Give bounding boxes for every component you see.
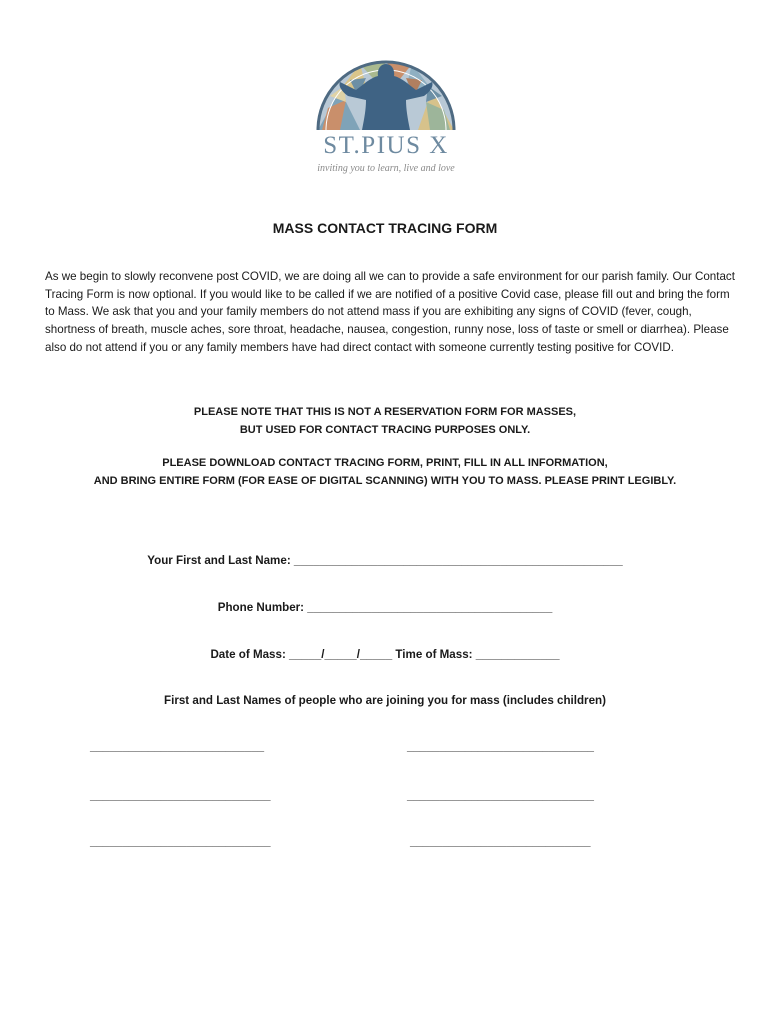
parish-logo	[300, 50, 472, 182]
companions-label: First and Last Names of people who are joining you for mass (includes children)	[164, 694, 606, 707]
parish-tagline: inviting you to learn, live and love	[317, 163, 455, 174]
intro-paragraph: As we begin to slowly reconvene post COVID, we are doing all we can to provide a safe environment for our parish family. Our Contact Tracing Form is now optional. If you would like to be called if we are notified of a positive Covid case, please fill out and bring the form to Mass. We ask that you and your family members do not attend mass if you are exhibiting any signs of COVID (fever, cough, shortness of breath, muscle aches, sore throat, headache, nausea, congestion, runny nose, loss of taste or smell or diarrhea). Please also do not attend if you or any family members have had direct contact with someone currently testing positive for COVID.	[45, 270, 735, 354]
companion-blank-2: _____________________________	[407, 740, 594, 753]
companion-blank-5: ____________________________	[90, 835, 271, 848]
phone-field: Phone Number: ______________________________________	[217, 601, 553, 614]
companion-blank-1: ___________________________	[90, 740, 265, 753]
reservation-notice	[0, 403, 770, 439]
companion-blank-3: ____________________________	[90, 789, 271, 802]
form-title: MASS CONTACT TRACING FORM	[272, 220, 498, 236]
download-notice-line-2: AND BRING ENTIRE FORM (FOR EASE OF DIGITAL SCANNING) WITH YOU TO MASS. PLEASE PRINT LEGIBLY.	[93, 475, 677, 487]
parish-name: ST.PIUS X	[323, 132, 449, 159]
date-time-field: Date of Mass: _____/_____/_____ Time of Mass: _____________	[210, 648, 560, 661]
reservation-notice-line-2: BUT USED FOR CONTACT TRACING PURPOSES ONLY.	[239, 424, 531, 436]
companion-blank-4: _____________________________	[407, 789, 594, 802]
name-field: Your First and Last Name: ___________________________________________________	[147, 554, 623, 567]
download-notice	[0, 454, 770, 490]
companion-blank-6: ____________________________	[410, 835, 591, 848]
reservation-notice-line-1: PLEASE NOTE THAT THIS IS NOT A RESERVATION FORM FOR MASSES,	[193, 406, 577, 418]
download-notice-line-1: PLEASE DOWNLOAD CONTACT TRACING FORM, PRINT, FILL IN ALL INFORMATION,	[162, 457, 608, 469]
stained-glass-arch-icon	[300, 50, 472, 130]
